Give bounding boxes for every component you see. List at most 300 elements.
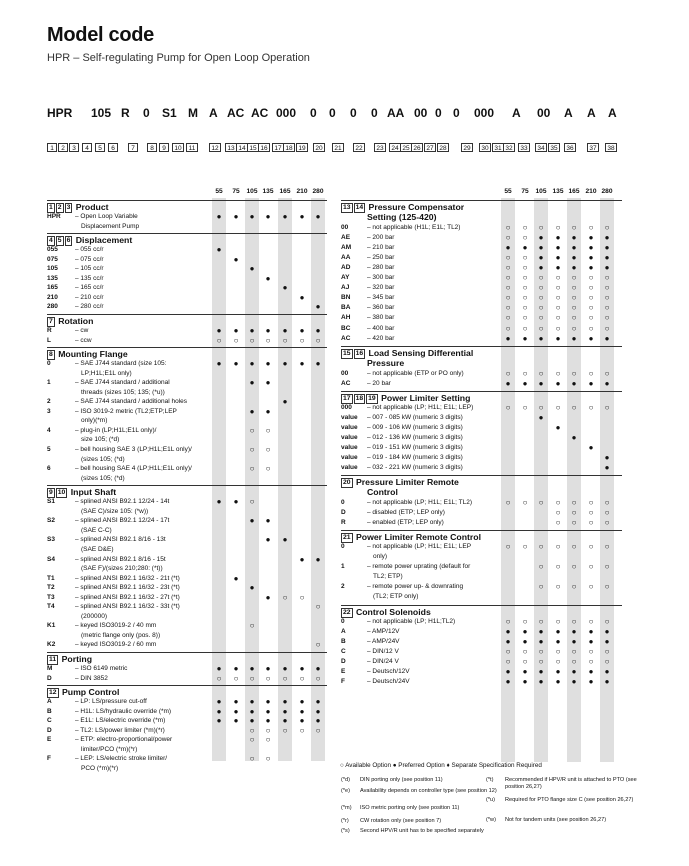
available-option-circle: ○	[249, 445, 255, 454]
option-description: – bell housing SAE 4 (LP;H1L;E1L only)/	[75, 465, 192, 473]
section-title	[341, 393, 470, 404]
footnote-key: (*r)	[341, 818, 349, 824]
available-option-circle: ○	[571, 293, 577, 303]
preferred-option-dot: ●	[538, 263, 544, 273]
preferred-option-dot: ●	[604, 378, 610, 388]
position-number: 8	[147, 143, 157, 152]
preferred-option-dot: ●	[555, 253, 561, 263]
option-code: value	[341, 433, 358, 441]
preferred-option-dot: ●	[555, 378, 561, 388]
available-option-circle: ○	[315, 602, 321, 612]
option-description: – 009 - 106 kW (numeric 3 digits)	[367, 423, 463, 431]
preferred-option-dot: ●	[315, 302, 321, 312]
preferred-option-dot: ●	[233, 697, 239, 707]
preferred-option-dot: ●	[265, 273, 271, 283]
option-code: 0	[341, 543, 345, 551]
preferred-option-dot: ●	[604, 263, 610, 273]
section-title	[47, 654, 92, 665]
section-title	[47, 349, 128, 360]
preferred-option-dot: ●	[299, 664, 305, 673]
section-divider	[341, 475, 622, 476]
option-description: – 250 bar	[367, 254, 395, 262]
preferred-option-dot: ●	[588, 253, 594, 263]
size-header: 210	[585, 188, 597, 195]
section-title	[47, 487, 116, 498]
preferred-option-dot: ●	[249, 716, 255, 726]
model-code-segment: 0	[453, 106, 460, 120]
available-option-circle: ○	[315, 335, 321, 345]
footnote-text: Not for tandem units (see position 26,27)	[505, 817, 607, 823]
position-number: 7	[128, 143, 138, 152]
available-option-circle: ○	[588, 508, 594, 518]
available-option-circle: ○	[571, 223, 577, 232]
section-title-line2: Setting (125-420)	[367, 212, 437, 222]
option-code: L	[47, 336, 51, 344]
available-option-circle: ○	[555, 313, 561, 323]
preferred-option-dot: ●	[588, 442, 594, 452]
option-description: – LEP: LS/electric stroke limiter/	[75, 755, 168, 763]
available-option-circle: ○	[538, 368, 544, 378]
option-code: AD	[341, 264, 351, 272]
option-code: B	[47, 707, 52, 715]
available-option-circle: ○	[538, 562, 544, 572]
option-code: D	[341, 657, 346, 665]
footnote-key: (*m)	[341, 805, 352, 811]
option-code: T2	[47, 584, 55, 592]
preferred-option-dot: ●	[282, 706, 288, 716]
section-divider	[47, 685, 327, 686]
available-option-circle: ○	[571, 402, 577, 412]
available-option-circle: ○	[571, 498, 577, 508]
option-description: – not applicable (LP; H1L; E1L; LEP)	[367, 403, 474, 411]
section-title-text: Displacement	[73, 235, 133, 246]
available-option-circle: ○	[538, 582, 544, 592]
available-option-circle: ○	[249, 464, 255, 474]
preferred-option-dot: ●	[265, 697, 271, 707]
available-option-circle: ○	[571, 562, 577, 572]
section-title	[341, 532, 481, 543]
preferred-option-dot: ●	[505, 626, 511, 636]
left-option-table	[47, 188, 327, 772]
available-option-circle: ○	[522, 263, 528, 273]
preferred-option-dot: ●	[233, 573, 239, 583]
preferred-option-dot: ●	[604, 233, 610, 243]
section-title-text: Input Shaft	[68, 487, 117, 498]
position-box: 8	[49, 351, 53, 359]
preferred-option-dot: ●	[282, 697, 288, 707]
option-description: – 135 cc/r	[75, 274, 104, 282]
position-box: 12	[49, 689, 57, 697]
available-option-circle: ○	[538, 323, 544, 333]
available-option-circle: ○	[522, 223, 528, 232]
option-description: – 012 - 136 kW (numeric 3 digits)	[367, 433, 463, 441]
preferred-option-dot: ●	[233, 664, 239, 673]
preferred-option-dot: ●	[505, 378, 511, 388]
footnote-text: CW rotation only (see position 7)	[360, 818, 442, 824]
preferred-option-dot: ●	[299, 359, 305, 369]
preferred-option-dot: ●	[233, 359, 239, 369]
option-description: – H1L: LS/hydraulic override (*m)	[75, 707, 172, 715]
footnote-key: (*t)	[486, 777, 494, 783]
available-option-circle: ○	[588, 313, 594, 323]
option-code: C	[341, 647, 346, 655]
available-option-circle: ○	[505, 323, 511, 333]
available-option-circle: ○	[538, 542, 544, 552]
available-option-circle: ○	[538, 616, 544, 626]
option-description: LP;H1L;E1L only)	[81, 369, 132, 377]
preferred-option-dot: ●	[604, 676, 610, 686]
option-code: K1	[47, 622, 56, 630]
available-option-circle: ○	[538, 303, 544, 313]
available-option-circle: ○	[604, 293, 610, 303]
preferred-option-dot: ●	[265, 359, 271, 369]
available-option-circle: ○	[555, 616, 561, 626]
option-code: AA	[341, 254, 351, 262]
option-description: PCO (*m)(*r)	[81, 764, 119, 772]
preferred-option-dot: ●	[555, 666, 561, 676]
preferred-option-dot: ●	[249, 264, 255, 274]
option-description: – 019 - 151 kW (numeric 3 digits)	[367, 443, 463, 451]
option-description: – not applicable (H1L; E1L; TL2)	[367, 224, 461, 231]
position-number: 34	[535, 143, 547, 152]
available-option-circle: ○	[604, 542, 610, 552]
option-description: – DIN/12 V	[367, 647, 399, 655]
available-option-circle: ○	[588, 402, 594, 412]
available-option-circle: ○	[265, 673, 271, 683]
preferred-option-dot: ●	[315, 359, 321, 369]
option-description: – AMP/12V	[367, 627, 400, 635]
available-option-circle: ○	[522, 368, 528, 378]
preferred-option-dot: ●	[538, 676, 544, 686]
option-code: S3	[47, 536, 55, 544]
preferred-option-dot: ●	[265, 406, 271, 416]
model-code-segment: 105	[91, 106, 112, 120]
option-code: 105	[47, 265, 58, 273]
preferred-option-dot: ●	[555, 422, 561, 432]
preferred-option-dot: ●	[282, 716, 288, 726]
option-description: – 032 - 221 kW (numeric 3 digits)	[367, 464, 463, 471]
available-option-circle: ○	[588, 368, 594, 378]
option-code: F	[341, 677, 345, 685]
available-option-circle: ○	[571, 542, 577, 552]
available-option-circle: ○	[588, 283, 594, 293]
available-option-circle: ○	[571, 582, 577, 592]
option-code: value	[341, 464, 358, 471]
footnote-key: (*w)	[486, 817, 496, 823]
option-code: 0	[341, 499, 345, 507]
option-description: – ISO 3019-2 metric (TL2;ETP;LEP	[75, 407, 177, 415]
option-code: value	[341, 453, 358, 461]
preferred-option-dot: ●	[282, 397, 288, 407]
position-number: 13	[225, 143, 237, 152]
footnote-text: ISO metric porting only (see position 11)	[360, 805, 460, 811]
section-divider	[341, 200, 622, 201]
option-description: – remote power up- & downrating	[367, 583, 464, 591]
available-option-circle: ○	[588, 518, 594, 528]
option-code: E	[47, 736, 52, 744]
model-code-segment: M	[188, 106, 198, 120]
available-option-circle: ○	[604, 656, 610, 666]
preferred-option-dot: ●	[555, 676, 561, 686]
preferred-option-dot: ●	[233, 212, 239, 221]
preferred-option-dot: ●	[249, 583, 255, 593]
preferred-option-dot: ●	[571, 626, 577, 636]
preferred-option-dot: ●	[571, 432, 577, 442]
available-option-circle: ○	[505, 313, 511, 323]
position-box: 5	[57, 237, 62, 245]
section-title	[47, 202, 109, 213]
available-option-circle: ○	[505, 542, 511, 552]
model-code-segment: HPR	[47, 106, 73, 120]
available-option-circle: ○	[571, 368, 577, 378]
option-description: (SAE C-C)	[81, 526, 112, 534]
model-code-segment: 000	[474, 106, 495, 120]
preferred-option-dot: ●	[265, 325, 271, 335]
position-box: 18	[355, 394, 364, 402]
preferred-option-dot: ●	[571, 378, 577, 388]
preferred-option-dot: ●	[265, 716, 271, 726]
preferred-option-dot: ●	[538, 412, 544, 422]
option-description: (sizes 105; (*d)	[81, 474, 125, 482]
model-code-segment: 000	[276, 106, 297, 120]
position-number: 5	[95, 143, 105, 152]
preferred-option-dot: ●	[571, 333, 577, 343]
section-divider	[47, 200, 327, 201]
available-option-circle: ○	[249, 621, 255, 631]
available-option-circle: ○	[604, 273, 610, 283]
position-number: 4	[82, 143, 92, 152]
preferred-option-dot: ●	[588, 676, 594, 686]
available-option-circle: ○	[265, 735, 271, 745]
option-code: 2	[341, 583, 345, 591]
model-code-segment: R	[121, 106, 130, 120]
option-description: (200000)	[81, 612, 108, 620]
available-option-circle: ○	[505, 368, 511, 378]
model-code-segment: 0	[329, 106, 336, 120]
available-option-circle: ○	[588, 646, 594, 656]
position-number: 38	[605, 143, 617, 152]
section-divider	[47, 233, 327, 234]
available-option-circle: ○	[555, 582, 561, 592]
footnote-key: (*u)	[486, 797, 496, 803]
position-box: 16	[355, 349, 364, 357]
available-option-circle: ○	[233, 673, 239, 683]
preferred-option-dot: ●	[216, 325, 222, 335]
preferred-option-dot: ●	[571, 636, 577, 646]
available-option-circle: ○	[522, 293, 528, 303]
position-number: 33	[518, 143, 530, 152]
preferred-option-dot: ●	[299, 325, 305, 335]
option-description: – ISO 6149 metric	[75, 665, 128, 672]
position-box: 4	[49, 237, 53, 245]
preferred-option-dot: ●	[604, 626, 610, 636]
preferred-option-dot: ●	[216, 359, 222, 369]
position-number: 35	[548, 143, 560, 152]
available-option-circle: ○	[588, 498, 594, 508]
position-number: 21	[332, 143, 344, 152]
position-box: 22	[343, 608, 351, 616]
available-option-circle: ○	[505, 656, 511, 666]
option-description: – plug-in (LP;H1L;E1L only)/	[75, 426, 157, 434]
preferred-option-dot: ●	[315, 554, 321, 564]
option-description: (SAE D&E)	[81, 545, 114, 553]
position-number: 30	[479, 143, 491, 152]
section-title-line2: Control	[367, 487, 398, 498]
option-code: value	[341, 413, 358, 421]
option-code: D	[47, 726, 52, 734]
available-option-circle: ○	[505, 303, 511, 313]
option-description: – splined ANSI B92.1 16/32 - 33t (*t)	[75, 603, 180, 611]
preferred-option-dot: ●	[315, 697, 321, 707]
preferred-option-dot: ●	[249, 664, 255, 673]
option-description: – 007 - 085 kW (numeric 3 digits)	[367, 413, 463, 421]
preferred-option-dot: ●	[588, 636, 594, 646]
option-description: – SAE J744 standard / additional holes	[75, 398, 188, 406]
option-description: – splined ANSI B92.1 12/24 - 17t	[75, 517, 170, 525]
available-option-circle: ○	[249, 754, 255, 764]
preferred-option-dot: ●	[216, 245, 222, 255]
position-number: 28	[437, 143, 449, 152]
available-option-circle: ○	[505, 293, 511, 303]
section-divider	[47, 652, 327, 653]
available-option-circle: ○	[233, 335, 239, 345]
option-description: – DIN 3852	[75, 674, 108, 682]
position-number: 37	[587, 143, 599, 152]
preferred-option-dot: ●	[216, 706, 222, 716]
size-header: 105	[246, 188, 258, 195]
model-code-segment: A	[587, 106, 596, 120]
section-divider	[341, 605, 622, 606]
option-code: B	[341, 637, 346, 645]
preferred-option-dot: ●	[555, 263, 561, 273]
available-option-circle: ○	[505, 263, 511, 273]
preferred-option-dot: ●	[588, 378, 594, 388]
preferred-option-dot: ●	[555, 333, 561, 343]
available-option-circle: ○	[604, 582, 610, 592]
section-title-text: Power Limiter Setting	[378, 392, 471, 403]
size-header: 280	[312, 188, 324, 195]
preferred-option-dot: ●	[233, 706, 239, 716]
preferred-option-dot: ●	[604, 253, 610, 263]
preferred-option-dot: ●	[522, 378, 528, 388]
position-box: 6	[66, 237, 71, 245]
model-code-segment: 0	[310, 106, 317, 120]
available-option-circle: ○	[522, 402, 528, 412]
preferred-option-dot: ●	[265, 378, 271, 388]
available-option-circle: ○	[604, 223, 610, 232]
available-option-circle: ○	[604, 518, 610, 528]
preferred-option-dot: ●	[265, 212, 271, 221]
available-option-circle: ○	[282, 592, 288, 602]
position-number: 6	[108, 143, 118, 152]
available-option-circle: ○	[522, 233, 528, 243]
preferred-option-dot: ●	[282, 325, 288, 335]
position-number: 29	[461, 143, 473, 152]
option-code: HPR	[47, 213, 61, 220]
preferred-option-dot: ●	[299, 697, 305, 707]
available-option-circle: ○	[555, 542, 561, 552]
position-box: 7	[49, 317, 53, 325]
section-divider	[341, 346, 622, 347]
preferred-option-dot: ●	[249, 212, 255, 221]
position-number: 32	[503, 143, 515, 152]
available-option-circle: ○	[522, 323, 528, 333]
available-option-circle: ○	[588, 293, 594, 303]
available-option-circle: ○	[588, 223, 594, 232]
size-header: 55	[504, 188, 512, 195]
position-number: 12	[209, 143, 221, 152]
preferred-option-dot: ●	[555, 626, 561, 636]
option-description: – not applicable (ETP or PO only)	[367, 369, 464, 377]
position-number: 20	[313, 143, 325, 152]
available-option-circle: ○	[265, 425, 271, 435]
preferred-option-dot: ●	[249, 378, 255, 388]
page-title: Model code	[47, 24, 155, 46]
position-box: 19	[368, 394, 376, 402]
preferred-option-dot: ●	[555, 233, 561, 243]
option-description: – 280 bar	[367, 264, 395, 272]
option-description: – not applicable (LP; H1L;TL2)	[367, 617, 456, 625]
option-code: 00	[341, 224, 349, 231]
model-code-segment: AC	[251, 106, 269, 120]
preferred-option-dot: ●	[282, 664, 288, 673]
preferred-option-dot: ●	[299, 706, 305, 716]
preferred-option-dot: ●	[555, 243, 561, 253]
section-title-text: Product	[73, 202, 109, 212]
preferred-option-dot: ●	[604, 463, 610, 472]
preferred-option-dot: ●	[538, 378, 544, 388]
section-title-text: Pump Control	[59, 687, 120, 698]
option-description: (SAE F)/(sizes 210;280: (*t))	[81, 565, 163, 573]
option-description: – keyed ISO3019-2 / 40 mm	[75, 622, 157, 630]
preferred-option-dot: ●	[538, 666, 544, 676]
preferred-option-dot: ●	[538, 333, 544, 343]
available-option-circle: ○	[522, 273, 528, 283]
available-option-circle: ○	[588, 303, 594, 313]
option-code: A	[47, 698, 52, 706]
available-option-circle: ○	[555, 518, 561, 528]
preferred-option-dot: ●	[604, 333, 610, 343]
option-code: 0	[341, 617, 345, 625]
model-code-segment: A	[608, 106, 617, 120]
option-code: AM	[341, 244, 352, 252]
preferred-option-dot: ●	[282, 283, 288, 293]
preferred-option-dot: ●	[588, 333, 594, 343]
preferred-option-dot: ●	[538, 636, 544, 646]
available-option-circle: ○	[522, 542, 528, 552]
preferred-option-dot: ●	[604, 636, 610, 646]
option-description: Displacement Pump	[81, 222, 140, 230]
preferred-option-dot: ●	[315, 325, 321, 335]
option-code: 2	[47, 398, 51, 406]
option-description: – 400 bar	[367, 324, 395, 332]
available-option-circle: ○	[282, 335, 288, 345]
footnote-text: Second HPV/R unit has to be specified separately	[360, 828, 484, 834]
section-title-text: Load Sensing Differential	[366, 347, 474, 358]
option-description: – not applicable (LP; H1L; E1L; TL2)	[367, 499, 473, 507]
option-description: – 165 cc/r	[75, 284, 104, 292]
available-option-circle: ○	[299, 592, 305, 602]
option-description: – keyed ISO3019-2 / 60 mm	[75, 641, 157, 649]
option-description: – splined ANSI B92.1 8/16 - 13t	[75, 536, 166, 544]
preferred-option-dot: ●	[522, 333, 528, 343]
option-code: 280	[47, 303, 58, 311]
option-code: 055	[47, 246, 58, 254]
available-option-circle: ○	[555, 283, 561, 293]
footnote-text: Recommended if HPV/R unit is attached to PTO (see position 26,27)	[505, 777, 637, 790]
preferred-option-dot: ●	[216, 664, 222, 673]
available-option-circle: ○	[588, 323, 594, 333]
